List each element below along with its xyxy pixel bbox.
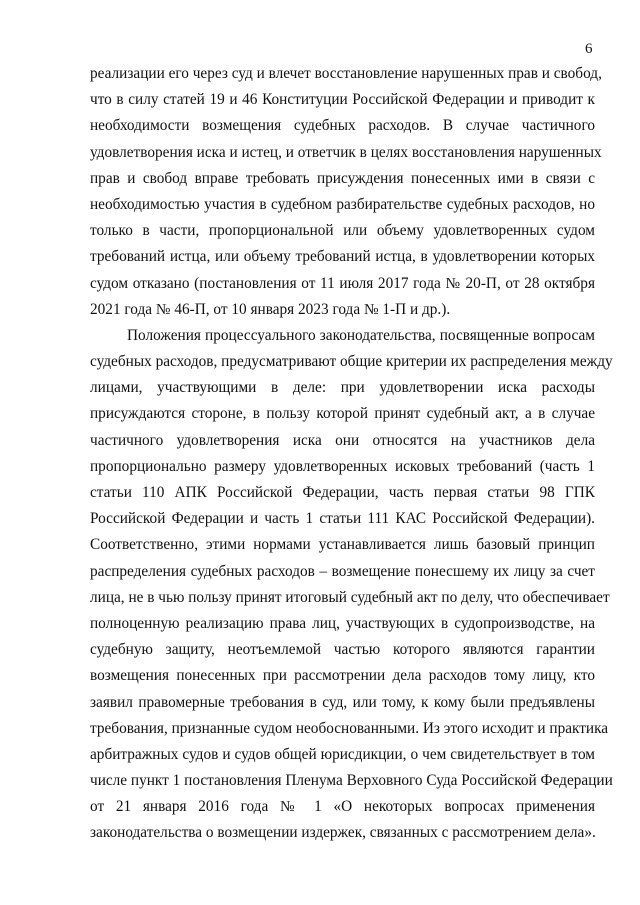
text-line: возмещения понесенных при рассмотрении дела расходов тому лицу, кто — [90, 667, 595, 685]
text-line: статьи 110 АПК Российской Федерации, часть первая статьи 98 ГПК — [90, 484, 595, 501]
document-body — [90, 61, 613, 847]
text-line: пропорционально размеру удовлетворенных исковых требований (часть 1 — [90, 457, 595, 475]
text-line: необходимости возмещения судебных расходов. В случае частичного — [90, 117, 595, 135]
text-line: Соответственно, этими нормами устанавливается лишь базовый принцип — [90, 536, 595, 554]
text-line: числе пункт 1 постановления Пленума Верховного Суда Российской Федерации — [90, 772, 613, 790]
text-line: прав и свобод вправе требовать присуждения понесенных ими в связи с — [90, 169, 595, 187]
text-line: судебных расходов, предусматривают общие критерии их распределения между — [90, 353, 613, 371]
text-line: лица, не в чью пользу принят итоговый судебный акт по делу, что обеспечивает — [90, 588, 610, 606]
paragraph — [90, 323, 613, 847]
text-line: удовлетворения иска и истец, и ответчик в целях восстановления нарушенных — [90, 143, 602, 161]
text-line: реализации его через суд и влечет восстановление нарушенных прав и свобод, — [90, 65, 602, 82]
text-line: необходимостью участия в судебном разбирательстве судебных расходов, но — [90, 195, 595, 213]
text-line: Положения процессуального законодательства, посвященные вопросам — [127, 326, 595, 344]
text-line: законодательства о возмещении издержек, связанных с рассмотрением дела». — [90, 824, 596, 842]
text-line: присуждаются стороне, в пользу которой принят судебный акт, а в случае — [90, 405, 595, 423]
text-line: заявил правомерные требования в суд, или тому, к кому были предъявлены — [90, 693, 595, 711]
text-line: только в части, пропорциональной или объему удовлетворенных судом — [90, 222, 595, 240]
text-line: арбитражных судов и судов общей юрисдикции, о чем свидетельствует в том — [90, 745, 595, 763]
text-line: 2021 года № 46-П, от 10 января 2023 года № 1-П и др.). — [90, 300, 451, 318]
text-line: распределения судебных расходов – возмещение понесшему их лицу за счет — [90, 562, 595, 580]
text-line: частичного удовлетворения иска они относятся на участников дела — [90, 431, 595, 449]
text-line: судом отказано (постановления от 11 июля 2017 года № 20-П, от 28 октября — [90, 274, 595, 292]
text-line: от 21 января 2016 года № 1 «О некоторых вопросах применения — [90, 798, 595, 816]
paragraph — [90, 61, 602, 323]
page-number: 6 — [585, 41, 593, 57]
text-line: судебную защиту, неотъемлемой частью которого являются гарантии — [90, 641, 595, 659]
text-line: что в силу статей 19 и 46 Конституции Российской Федерации и приводит к — [90, 91, 595, 109]
text-line: лицами, участвующими в деле: при удовлетворении иска расходы — [90, 379, 595, 397]
text-line: Российской Федерации и часть 1 статьи 111 КАС Российской Федерации). — [90, 510, 595, 528]
text-line: полноценную реализацию права лиц, участвующих в судопроизводстве, на — [90, 614, 595, 632]
text-line: требований истца, или объему требований истца, в удовлетворении которых — [90, 248, 595, 266]
text-line: требования, признанные судом необоснованными. Из этого исходит и практика — [90, 719, 609, 737]
